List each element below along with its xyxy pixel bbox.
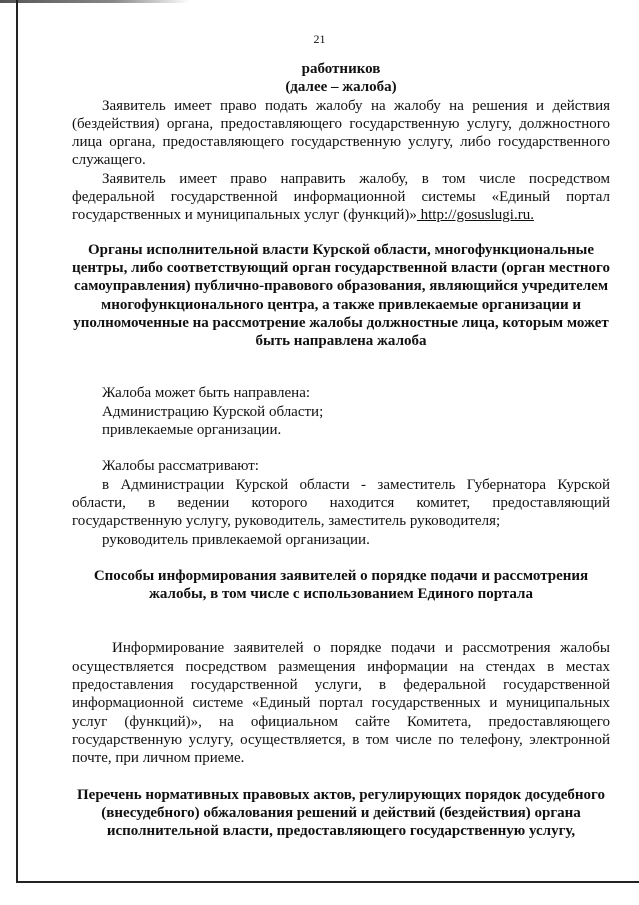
page-number: 21 — [313, 32, 326, 46]
gosuslugi-link[interactable]: http://gosuslugi.ru. — [416, 207, 534, 224]
paragraph-right-via-portal-text: Заявитель имеет право направить жалобу, в том числе посредством федеральной государственной информационной системы «Единый портал государственных и муниципальных услуг (функций)» — [72, 170, 610, 224]
section-heading-bodies: Органы исполнительной власти Курской области, многофункциональные центры, либо соответствующий орган государственной власти (орган местного самоуправления) публично-правового образования, являющийся учредителем многофункционального центра, а также привлекаемые организации и уполномоченные на рассмотрение жалобы должностные лица, которым может быть направлена жалоба — [72, 241, 610, 350]
section-heading-legal-acts: Перечень нормативных правовых актов, регулирующих порядок досудебного (внесудебного) обжалования решений и действий (бездействия) органа исполнительной власти, предоставляющего государственную услугу, — [77, 786, 605, 840]
heading-continuation-line2: (далее – жалоба) — [285, 79, 397, 96]
scan-edge-top — [0, 0, 190, 3]
scan-edge-bottom — [16, 881, 639, 883]
reviewers-intro: Жалобы рассматривают: — [102, 458, 259, 475]
heading-continuation-line1: работников — [301, 61, 381, 77]
reviewers-item-organization-head: руководитель привлекаемой организации. — [102, 531, 370, 548]
may-be-sent-item-administration: Администрацию Курской области; — [102, 403, 324, 420]
document-body — [72, 60, 610, 840]
may-be-sent-intro: Жалоба может быть направлена: — [102, 385, 311, 402]
scan-edge-left — [16, 0, 18, 883]
paragraph-right-to-complain: Заявитель имеет право подать жалобу на жалобу на решения и действия (бездействия) органа, предоставляющего государственную услугу, должностного лица органа, предоставляющего государственную услугу, либо государственного служащего. — [72, 97, 610, 169]
reviewers-item-administration: в Администрации Курской области - заместитель Губернатора Курской области, в ведении которого находится комитет, предоставляющий государственную услугу, руководитель, заместитель руководителя; — [72, 476, 610, 530]
paragraph-right-via-portal — [72, 170, 610, 225]
section-heading-informing: Способы информирования заявителей о порядке подачи и рассмотрения жалобы, в том числе с использованием Единого портала — [93, 567, 589, 603]
paragraph-informing: Информирование заявителей о порядке подачи и рассмотрения жалобы осуществляется посредством размещения информации на стендах в местах предоставления государственной услуги, в федеральной государственной информационной системе «Единый портал государственных и муниципальных услуг (функций)», на официальном сайте Комитета, предоставляющего государственную услугу, осуществляется, в том числе по телефону, электронной почте, при личном приеме. — [72, 640, 610, 767]
may-be-sent-item-organizations: привлекаемые организации. — [102, 422, 282, 439]
